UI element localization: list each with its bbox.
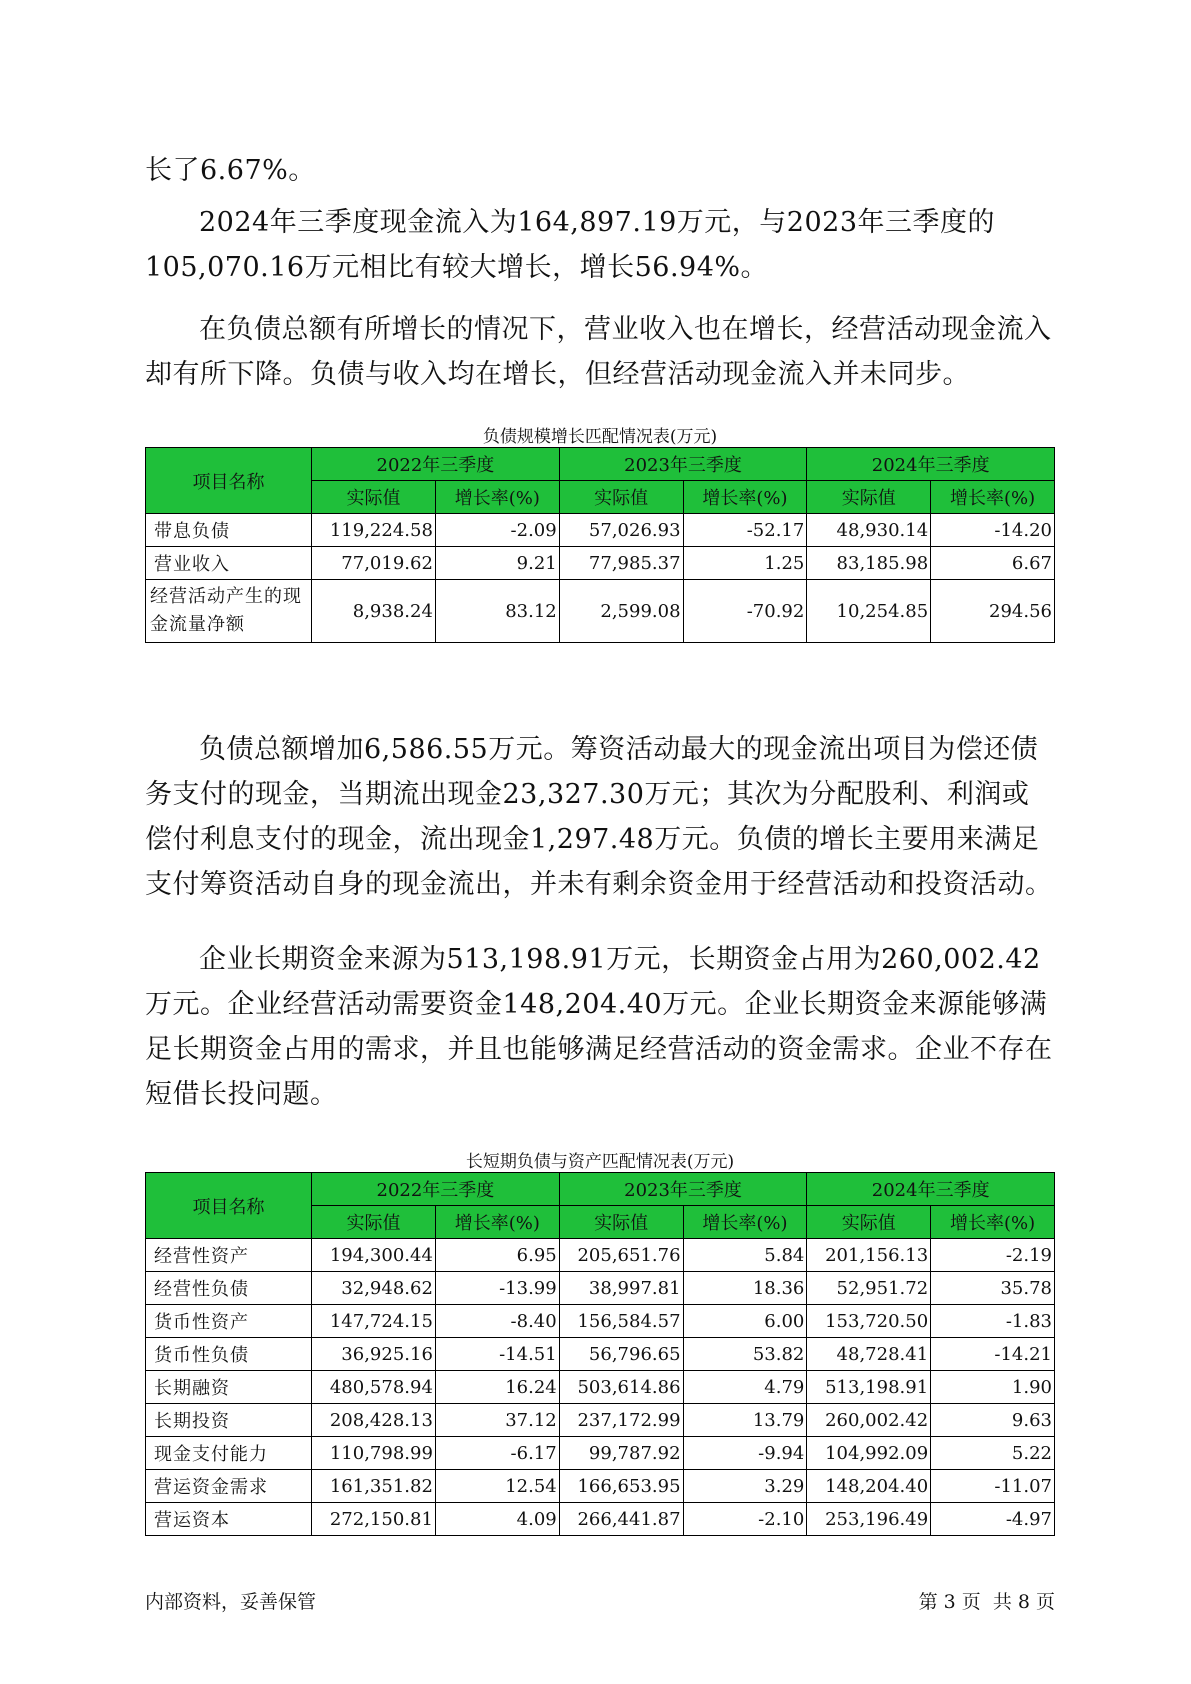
table-row <box>146 547 1055 580</box>
cell-value: 77,985.37 <box>559 547 683 580</box>
cell-value: 294.56 <box>931 580 1055 643</box>
table1-caption: 负债规模增长匹配情况表(万元) <box>482 427 718 447</box>
cell-value: 56,796.65 <box>559 1338 683 1371</box>
cell-value: -14.21 <box>931 1338 1055 1371</box>
cell-value: 2,599.08 <box>559 580 683 643</box>
cell-value: 77,019.62 <box>312 547 436 580</box>
header-growth: 增长率(%) <box>683 481 807 514</box>
cell-value: 110,798.99 <box>312 1437 436 1470</box>
cell-value: -6.17 <box>435 1437 559 1470</box>
header-item-name: 项目名称 <box>146 1173 312 1239</box>
header-growth: 增长率(%) <box>931 1206 1055 1239</box>
row-label: 长期融资 <box>146 1371 312 1404</box>
row-label: 营运资本 <box>146 1503 312 1536</box>
header-actual: 实际值 <box>559 1206 683 1239</box>
cell-value: 5.84 <box>683 1239 807 1272</box>
cell-value: 166,653.95 <box>559 1470 683 1503</box>
header-growth: 增长率(%) <box>435 481 559 514</box>
liability-asset-matching-table <box>145 1172 1055 1536</box>
cell-value: -14.20 <box>931 514 1055 547</box>
cell-value: 36,925.16 <box>312 1338 436 1371</box>
cell-value: 104,992.09 <box>807 1437 931 1470</box>
paragraph-continuation: 长了6.67%。 <box>145 155 316 186</box>
cell-value: 272,150.81 <box>312 1503 436 1536</box>
table-row <box>146 514 1055 547</box>
row-label: 带息负债 <box>146 514 312 547</box>
cell-value: 1.25 <box>683 547 807 580</box>
cell-value: 253,196.49 <box>807 1503 931 1536</box>
cell-value: 35.78 <box>931 1272 1055 1305</box>
cell-value: -2.10 <box>683 1503 807 1536</box>
cell-value: 480,578.94 <box>312 1371 436 1404</box>
cell-value: 205,651.76 <box>559 1239 683 1272</box>
footer-confidential-note: 内部资料，妥善保管 <box>145 1591 317 1613</box>
header-actual: 实际值 <box>312 481 436 514</box>
cell-value: 148,204.40 <box>807 1470 931 1503</box>
cell-value: 16.24 <box>435 1371 559 1404</box>
table-row <box>146 1437 1055 1470</box>
paragraph-long-term-funds: 企业长期资金来源为513,198.91万元，长期资金占用为260,002.42万元。企业经营活动需要资金148,204.40万元。企业长期资金来源能够满足长期资金占用的需求，并且也能够满足经营活动的资金需求。企业不存在短借长投问题。 <box>145 944 1053 1110</box>
cell-value: 38,997.81 <box>559 1272 683 1305</box>
table-row <box>146 1239 1055 1272</box>
cell-value: 99,787.92 <box>559 1437 683 1470</box>
cell-value: 237,172.99 <box>559 1404 683 1437</box>
paragraph-liability-revenue: 在负债总额有所增长的情况下，营业收入也在增长，经营活动现金流入却有所下降。负债与收入均在增长，但经营活动现金流入并未同步。 <box>145 314 1052 390</box>
header-period: 2022年三季度 <box>312 1173 560 1206</box>
cell-value: -2.19 <box>931 1239 1055 1272</box>
cell-value: 83,185.98 <box>807 547 931 580</box>
cell-value: 83.12 <box>435 580 559 643</box>
cell-value: -2.09 <box>435 514 559 547</box>
cell-value: 201,156.13 <box>807 1239 931 1272</box>
cell-value: 4.79 <box>683 1371 807 1404</box>
cell-value: 5.22 <box>931 1437 1055 1470</box>
cell-value: -8.40 <box>435 1305 559 1338</box>
row-label: 长期投资 <box>146 1404 312 1437</box>
cell-value: -52.17 <box>683 514 807 547</box>
cell-value: -4.97 <box>931 1503 1055 1536</box>
row-label: 营业收入 <box>146 547 312 580</box>
cell-value: 156,584.57 <box>559 1305 683 1338</box>
footer-page-number: 第 3 页 共 8 页 <box>918 1591 1055 1613</box>
cell-value: 6.95 <box>435 1239 559 1272</box>
row-label: 经营性资产 <box>146 1239 312 1272</box>
cell-value: 57,026.93 <box>559 514 683 547</box>
table-row <box>146 1305 1055 1338</box>
cell-value: 10,254.85 <box>807 580 931 643</box>
cell-value: 208,428.13 <box>312 1404 436 1437</box>
cell-value: 6.00 <box>683 1305 807 1338</box>
cell-value: -14.51 <box>435 1338 559 1371</box>
header-period: 2022年三季度 <box>312 448 560 481</box>
table-row <box>146 1470 1055 1503</box>
cell-value: 503,614.86 <box>559 1371 683 1404</box>
cell-value: 12.54 <box>435 1470 559 1503</box>
cell-value: 48,728.41 <box>807 1338 931 1371</box>
header-period: 2023年三季度 <box>559 1173 807 1206</box>
header-growth: 增长率(%) <box>435 1206 559 1239</box>
cell-value: -1.83 <box>931 1305 1055 1338</box>
header-growth: 增长率(%) <box>931 481 1055 514</box>
cell-value: 9.63 <box>931 1404 1055 1437</box>
cell-value: 32,948.62 <box>312 1272 436 1305</box>
cell-value: 48,930.14 <box>807 514 931 547</box>
header-actual: 实际值 <box>807 481 931 514</box>
header-period: 2024年三季度 <box>807 1173 1055 1206</box>
table-row <box>146 1338 1055 1371</box>
table-row <box>146 1272 1055 1305</box>
cell-value: 119,224.58 <box>312 514 436 547</box>
header-growth: 增长率(%) <box>683 1206 807 1239</box>
cell-value: 153,720.50 <box>807 1305 931 1338</box>
cell-value: 37.12 <box>435 1404 559 1437</box>
cell-value: -70.92 <box>683 580 807 643</box>
cell-value: 53.82 <box>683 1338 807 1371</box>
row-label: 经营性负债 <box>146 1272 312 1305</box>
cell-value: -13.99 <box>435 1272 559 1305</box>
header-actual: 实际值 <box>559 481 683 514</box>
table-row <box>146 1404 1055 1437</box>
cell-value: 1.90 <box>931 1371 1055 1404</box>
cell-value: 513,198.91 <box>807 1371 931 1404</box>
table-row <box>146 580 1055 643</box>
cell-value: 161,351.82 <box>312 1470 436 1503</box>
cell-value: 4.09 <box>435 1503 559 1536</box>
cell-value: 6.67 <box>931 547 1055 580</box>
paragraph-liability-increase: 负债总额增加6,586.55万元。筹资活动最大的现金流出项目为偿还债务支付的现金，当期流出现金23,327.30万元；其次为分配股利、利润或偿付利息支付的现金，流出现金1,297.48万元。负债的增长主要用来满足支付筹资活动自身的现金流出，并未有剩余资金用于经营活动和投资活动。 <box>145 734 1053 900</box>
liability-growth-table <box>145 447 1055 643</box>
table-row <box>146 1503 1055 1536</box>
header-actual: 实际值 <box>312 1206 436 1239</box>
cell-value: 266,441.87 <box>559 1503 683 1536</box>
row-label: 现金支付能力 <box>146 1437 312 1470</box>
header-actual: 实际值 <box>807 1206 931 1239</box>
cell-value: 147,724.15 <box>312 1305 436 1338</box>
row-label: 货币性负债 <box>146 1338 312 1371</box>
table-row <box>146 1371 1055 1404</box>
header-period: 2024年三季度 <box>807 448 1055 481</box>
header-item-name: 项目名称 <box>146 448 312 514</box>
cell-value: 18.36 <box>683 1272 807 1305</box>
cell-value: 8,938.24 <box>312 580 436 643</box>
paragraph-cash-inflow: 2024年三季度现金流入为164,897.19万元，与2023年三季度的105,070.16万元相比有较大增长，增长56.94%。 <box>145 207 996 283</box>
cell-value: -11.07 <box>931 1470 1055 1503</box>
cell-value: 260,002.42 <box>807 1404 931 1437</box>
header-period: 2023年三季度 <box>559 448 807 481</box>
row-label: 货币性资产 <box>146 1305 312 1338</box>
cell-value: 194,300.44 <box>312 1239 436 1272</box>
cell-value: 9.21 <box>435 547 559 580</box>
cell-value: 3.29 <box>683 1470 807 1503</box>
row-label: 营运资金需求 <box>146 1470 312 1503</box>
row-label: 经营活动产生的现金流量净额 <box>146 580 312 643</box>
cell-value: 13.79 <box>683 1404 807 1437</box>
cell-value: -9.94 <box>683 1437 807 1470</box>
cell-value: 52,951.72 <box>807 1272 931 1305</box>
table2-caption: 长短期负债与资产匹配情况表(万元) <box>465 1152 735 1172</box>
